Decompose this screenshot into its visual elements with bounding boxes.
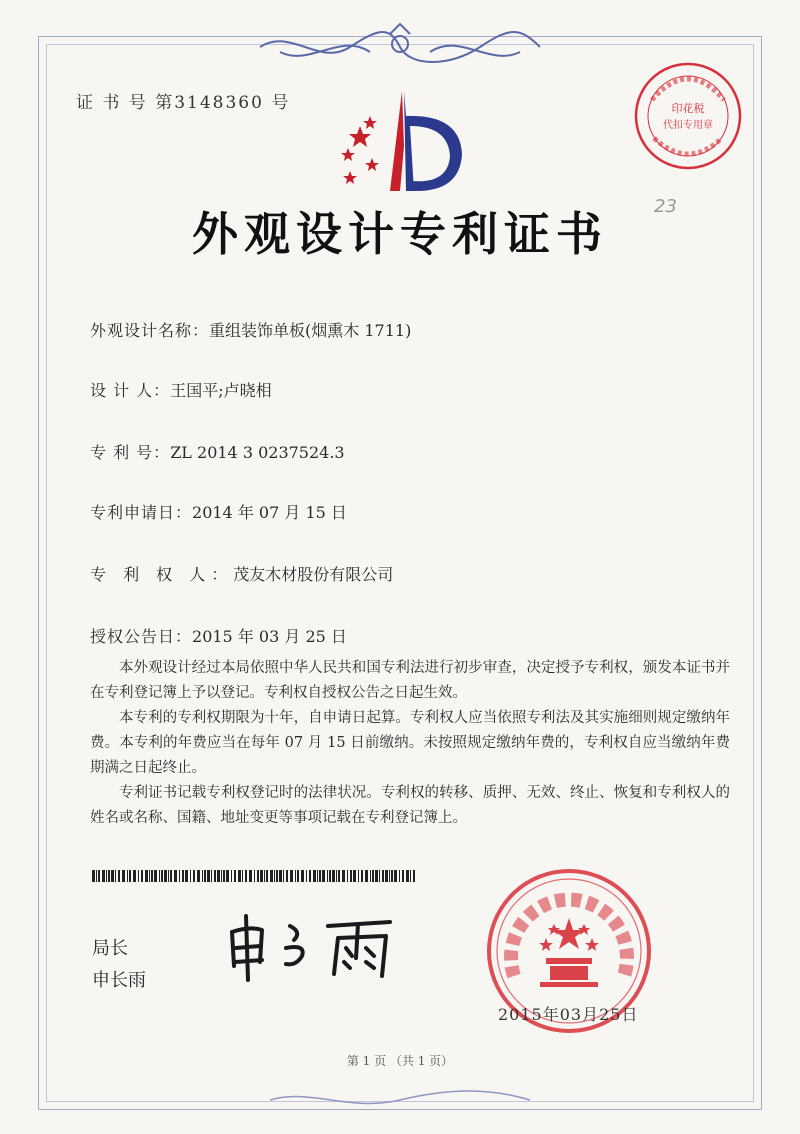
field-filing-date bbox=[90, 500, 347, 523]
barcode-bar bbox=[115, 870, 116, 882]
field-grant-date bbox=[90, 624, 347, 647]
barcode-bar bbox=[274, 870, 275, 882]
barcode-bar bbox=[98, 870, 100, 882]
barcode-bar bbox=[174, 870, 177, 882]
barcode-bar bbox=[260, 870, 263, 882]
barcode-bar bbox=[290, 870, 293, 882]
barcode-bar bbox=[223, 870, 225, 882]
barcode-bar bbox=[106, 870, 107, 882]
barcode-bar bbox=[372, 870, 374, 882]
field-patent-number bbox=[90, 440, 345, 463]
barcode-bar bbox=[286, 870, 288, 882]
barcode-bar bbox=[295, 870, 296, 882]
barcode-bar bbox=[249, 870, 252, 882]
barcode-bar bbox=[413, 870, 415, 882]
barcode-bar bbox=[391, 870, 393, 882]
barcode-bar bbox=[254, 870, 255, 882]
barcode-bar bbox=[92, 870, 95, 882]
certificate-body bbox=[90, 656, 730, 831]
field-value: 重组装饰单板(烟熏木 1711) bbox=[209, 321, 412, 340]
barcode-bar bbox=[347, 870, 348, 882]
barcode-bar bbox=[202, 870, 203, 882]
barcode-bar bbox=[264, 870, 265, 882]
field-value: 茂友木材股份有限公司 bbox=[233, 565, 394, 584]
barcode-bar bbox=[154, 870, 157, 882]
barcode-bar bbox=[342, 870, 345, 882]
official-name: 申长雨 bbox=[92, 970, 146, 991]
barcode-bar bbox=[297, 870, 299, 882]
barcode-bar bbox=[138, 870, 139, 882]
barcode-bar bbox=[361, 870, 363, 882]
barcode-bar bbox=[276, 870, 278, 882]
barcode-bar bbox=[410, 870, 411, 882]
field-value: 王国平;卢晓相 bbox=[170, 381, 272, 400]
barcode-bar bbox=[306, 870, 307, 882]
field-label: 专利申请日： bbox=[90, 503, 193, 522]
barcode-bar bbox=[214, 870, 216, 882]
barcode-bar bbox=[358, 870, 359, 882]
barcode-bar bbox=[145, 870, 148, 882]
barcode bbox=[92, 870, 418, 882]
barcode-bar bbox=[389, 870, 390, 882]
paragraph: 本外观设计经过本局依照中华人民共和国专利法进行初步审查，决定授予专利权，颁发本证书并在专利登记簿上予以登记。专利权自授权公告之日起生效。 bbox=[90, 660, 730, 701]
barcode-bar bbox=[226, 870, 229, 882]
field-patentee bbox=[90, 562, 393, 585]
barcode-bar bbox=[102, 870, 105, 882]
field-value: 2014 年 07 月 15 日 bbox=[192, 503, 347, 522]
barcode-bar bbox=[193, 870, 195, 882]
top-ornament bbox=[250, 22, 550, 72]
barcode-bar bbox=[211, 870, 212, 882]
svg-text:印花税: 印花税 bbox=[671, 102, 705, 115]
barcode-bar bbox=[108, 870, 110, 882]
barcode-bar bbox=[129, 870, 131, 882]
barcode-bar bbox=[185, 870, 188, 882]
barcode-bar bbox=[151, 870, 153, 882]
barcode-bar bbox=[322, 870, 325, 882]
barcode-bar bbox=[96, 870, 97, 882]
field-value: 2015 年 03 月 25 日 bbox=[192, 627, 347, 646]
barcode-bar bbox=[234, 870, 236, 882]
barcode-bar bbox=[182, 870, 184, 882]
barcode-bar bbox=[118, 870, 120, 882]
barcode-bar bbox=[197, 870, 200, 882]
barcode-bar bbox=[127, 870, 128, 882]
barcode-bar bbox=[301, 870, 304, 882]
barcode-bar bbox=[266, 870, 268, 882]
barcode-bar bbox=[179, 870, 180, 882]
barcode-bar bbox=[338, 870, 340, 882]
bottom-ornament bbox=[250, 1088, 550, 1112]
barcode-bar bbox=[159, 870, 160, 882]
barcode-bar bbox=[319, 870, 321, 882]
official-title: 局长 bbox=[92, 938, 128, 959]
barcode-bar bbox=[141, 870, 143, 882]
barcode-bar bbox=[170, 870, 172, 882]
barcode-bar bbox=[238, 870, 241, 882]
handwritten-note: 23 bbox=[654, 196, 677, 217]
barcode-bar bbox=[164, 870, 167, 882]
barcode-bar bbox=[353, 870, 356, 882]
barcode-bar bbox=[350, 870, 352, 882]
field-designer bbox=[90, 378, 272, 401]
barcode-bar bbox=[204, 870, 206, 882]
barcode-bar bbox=[279, 870, 282, 882]
barcode-bar bbox=[122, 870, 125, 882]
barcode-bar bbox=[309, 870, 311, 882]
barcode-bar bbox=[317, 870, 318, 882]
barcode-bar bbox=[190, 870, 191, 882]
commissioner-signature bbox=[220, 904, 420, 984]
barcode-bar bbox=[365, 870, 368, 882]
barcode-bar bbox=[385, 870, 388, 882]
barcode-bar bbox=[379, 870, 380, 882]
field-label: 专 利 号： bbox=[90, 443, 171, 462]
field-label: 授权公告日： bbox=[90, 627, 193, 646]
paragraph: 本专利的专利权期限为十年，自申请日起算。专利权人应当依照专利法及其实施细则规定缴纳年费。本专利的年费应当在每年 07 月 15 日前缴纳。未按照规定缴纳年费的，专利权自应当缴纳年费期满之日起终止。 bbox=[90, 710, 730, 776]
barcode-bar bbox=[207, 870, 210, 882]
barcode-bar bbox=[133, 870, 136, 882]
barcode-bar bbox=[336, 870, 337, 882]
barcode-bar bbox=[242, 870, 243, 882]
certificate-number: 证 书 号 第3148360 号 bbox=[76, 93, 291, 113]
field-value: ZL 2014 3 0237524.3 bbox=[170, 443, 345, 462]
barcode-bar bbox=[257, 870, 259, 882]
certificate-title: 外观设计专利证书 bbox=[192, 207, 608, 261]
seal-date: 2015年03月25日 bbox=[498, 1005, 639, 1024]
paragraph: 专利证书记载专利权登记时的法律状况。专利权的转移、质押、无效、终止、恢复和专利权人的姓名或名称、国籍、地址变更等事项记载在专利登记簿上。 bbox=[90, 785, 730, 826]
barcode-bar bbox=[217, 870, 220, 882]
barcode-bar bbox=[382, 870, 384, 882]
field-label: 设 计 人： bbox=[90, 381, 171, 400]
barcode-bar bbox=[221, 870, 222, 882]
barcode-bar bbox=[399, 870, 400, 882]
barcode-bar bbox=[402, 870, 404, 882]
barcode-bar bbox=[111, 870, 114, 882]
barcode-bar bbox=[168, 870, 169, 882]
barcode-bar bbox=[283, 870, 284, 882]
barcode-bar bbox=[231, 870, 232, 882]
barcode-bar bbox=[245, 870, 247, 882]
barcode-bar bbox=[329, 870, 331, 882]
page-indicator: 第 1 页 （共 1 页） bbox=[346, 1054, 454, 1068]
barcode-bar bbox=[270, 870, 273, 882]
tax-stamp-seal bbox=[632, 60, 744, 172]
barcode-bar bbox=[375, 870, 378, 882]
barcode-bar bbox=[406, 870, 409, 882]
patent-office-emblem bbox=[330, 86, 470, 196]
field-label: 专 利 权 人： bbox=[90, 565, 234, 584]
barcode-bar bbox=[332, 870, 335, 882]
barcode-bar bbox=[161, 870, 163, 882]
svg-text:代扣专用章: 代扣专用章 bbox=[663, 120, 713, 131]
barcode-bar bbox=[313, 870, 316, 882]
barcode-bar bbox=[370, 870, 371, 882]
barcode-bar bbox=[327, 870, 328, 882]
barcode-bar bbox=[149, 870, 150, 882]
field-label: 外观设计名称： bbox=[90, 321, 210, 340]
barcode-bar bbox=[394, 870, 397, 882]
field-design-name bbox=[90, 318, 411, 341]
